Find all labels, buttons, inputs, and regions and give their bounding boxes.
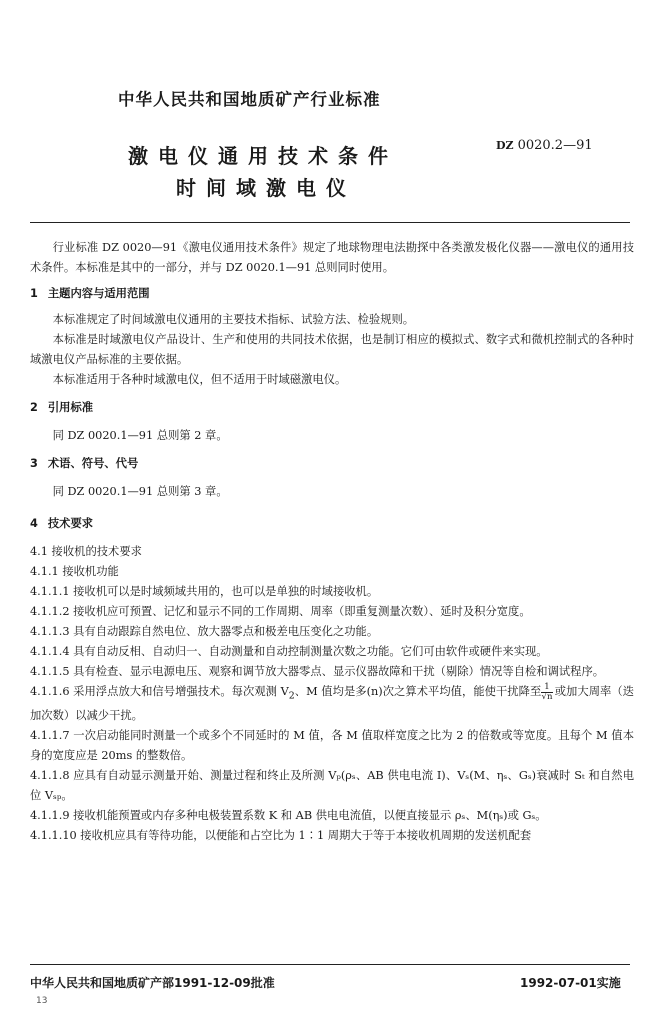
header-divider bbox=[30, 222, 630, 223]
clause-4-1-1-3: 4.1.1.3 具有自动跟踪自然电位、放大器零点和极差电压变化之功能。 bbox=[30, 625, 379, 638]
section-title: 主题内容与适用范围 bbox=[47, 287, 150, 300]
standard-code bbox=[496, 138, 593, 153]
document-subtitle: 时间域激电仪 bbox=[176, 176, 356, 200]
section-number: 4 bbox=[30, 517, 38, 530]
clause-text: 、M 值均是多(n)次之算术平均值，能使干扰降至 bbox=[294, 685, 542, 698]
section-heading-1 bbox=[30, 284, 634, 304]
approval-line: 中华人民共和国地质矿产部1991-12-09批准 bbox=[30, 976, 275, 990]
section-heading-3 bbox=[30, 454, 634, 474]
fraction-numerator: 1 bbox=[541, 683, 552, 693]
clause-4-1-1: 4.1.1 接收机功能 bbox=[30, 565, 119, 578]
subscript: 2 bbox=[288, 690, 295, 702]
standard-code-number: 0020.2—91 bbox=[517, 138, 593, 153]
clause-4-1-1-1: 4.1.1.1 接收机可以是时域频域共用的，也可以是单独的时域接收机。 bbox=[30, 585, 379, 598]
clause-4-1-1-5: 4.1.1.5 具有检查、显示电源电压、观察和调节放大器零点、显示仪器故障和干扰（剔除）情况等自检和调试程序。 bbox=[30, 665, 605, 678]
section-number: 2 bbox=[30, 401, 38, 414]
section-2-paragraph: 同 DZ 0020.1—91 总则第 2 章。 bbox=[52, 429, 228, 442]
clause-4-1-1-4: 4.1.1.4 具有自动反相、自动归一、自动测量和自动控制测量次数之功能。它们可由软件或硬件来实现。 bbox=[30, 645, 548, 658]
section-3-paragraph: 同 DZ 0020.1—91 总则第 3 章。 bbox=[52, 485, 228, 498]
document-title: 激电仪通用技术条件 bbox=[128, 144, 398, 168]
implementation-date: 1992-07-01实施 bbox=[520, 976, 621, 990]
section-heading-4 bbox=[30, 514, 634, 534]
section-title: 术语、符号、代号 bbox=[47, 457, 139, 470]
section-1-paragraph-1: 本标准规定了时间域激电仪通用的主要技术指标、试验方法、检验规则。 bbox=[52, 313, 415, 326]
fraction-denominator: √n bbox=[541, 691, 553, 702]
section-1-paragraph-3: 本标准适用于各种时域激电仪，但不适用于时域磁激电仪。 bbox=[52, 373, 347, 386]
clause-4-1-1-7: 4.1.1.7 一次启动能同时测量一个或多个不同延时的 M 值，各 M 值取样宽度之比为 2 的倍数或等宽度。且每个 M 值本身的宽度应是 20ms 的整数倍。 bbox=[30, 729, 634, 763]
fraction-one-over-root-n bbox=[541, 683, 552, 702]
clause-4-1-1-9: 4.1.1.9 接收机能预置或内存多种电极装置系数 K 和 AB 供电电流值，以便直接显示 ρₛ、M(ηₛ)或 Gₛ。 bbox=[30, 809, 547, 823]
clause-text: 或加大周率（迭加次数）以减少干扰。 bbox=[30, 685, 634, 723]
clause-4-1-1-10: 4.1.1.10 接收机应具有等待功能，以便能和占空比为 1∶1 周期大于等于本接收机周期的发送机配套 bbox=[30, 829, 532, 843]
standard-code-prefix: DZ bbox=[496, 139, 514, 152]
section-1-paragraph-2: 本标准是时域激电仪产品设计、生产和使用的共同技术依据，也是制订相应的模拟式、数字式和微机控制式的各种时域激电仪产品标准的主要依据。 bbox=[30, 333, 634, 366]
footer-divider bbox=[30, 964, 630, 965]
clause-4-1-1-6 bbox=[30, 682, 634, 726]
section-heading-2 bbox=[30, 398, 634, 418]
document-body bbox=[30, 238, 634, 846]
page-number: 13 bbox=[36, 996, 48, 1006]
clause-4-1-1-2: 4.1.1.2 接收机应可预置、记忆和显示不同的工作周期、周率（即重复测量次数）、延时及积分宽度。 bbox=[30, 605, 531, 618]
intro-paragraph: 行业标准 DZ 0020—91《激电仪通用技术条件》规定了地球物理电法勘探中各类激发极化仪器——激电仪的通用技术条件。本标准是其中的一部分，并与 DZ 0020.1—91 总则同时使用。 bbox=[30, 241, 634, 274]
clause-4-1-1-8: 4.1.1.8 应具有自动显示测量开始、测量过程和终止及所测 Vₚ(ρₛ、AB 供电电流 I)、Vₛ(M、ηₛ、Gₛ)衰减时 Sₜ 和自然电位 Vₛₚ。 bbox=[30, 769, 634, 803]
standard-category-title: 中华人民共和国地质矿产行业标准 bbox=[118, 90, 381, 109]
section-number: 1 bbox=[30, 287, 38, 300]
section-number: 3 bbox=[30, 457, 38, 470]
clause-4-1: 4.1 接收机的技术要求 bbox=[30, 545, 142, 558]
section-title: 引用标准 bbox=[47, 401, 94, 414]
clause-text: 4.1.1.6 采用浮点放大和信号增强技术。每次观测 V bbox=[30, 685, 289, 698]
section-title: 技术要求 bbox=[47, 517, 94, 530]
